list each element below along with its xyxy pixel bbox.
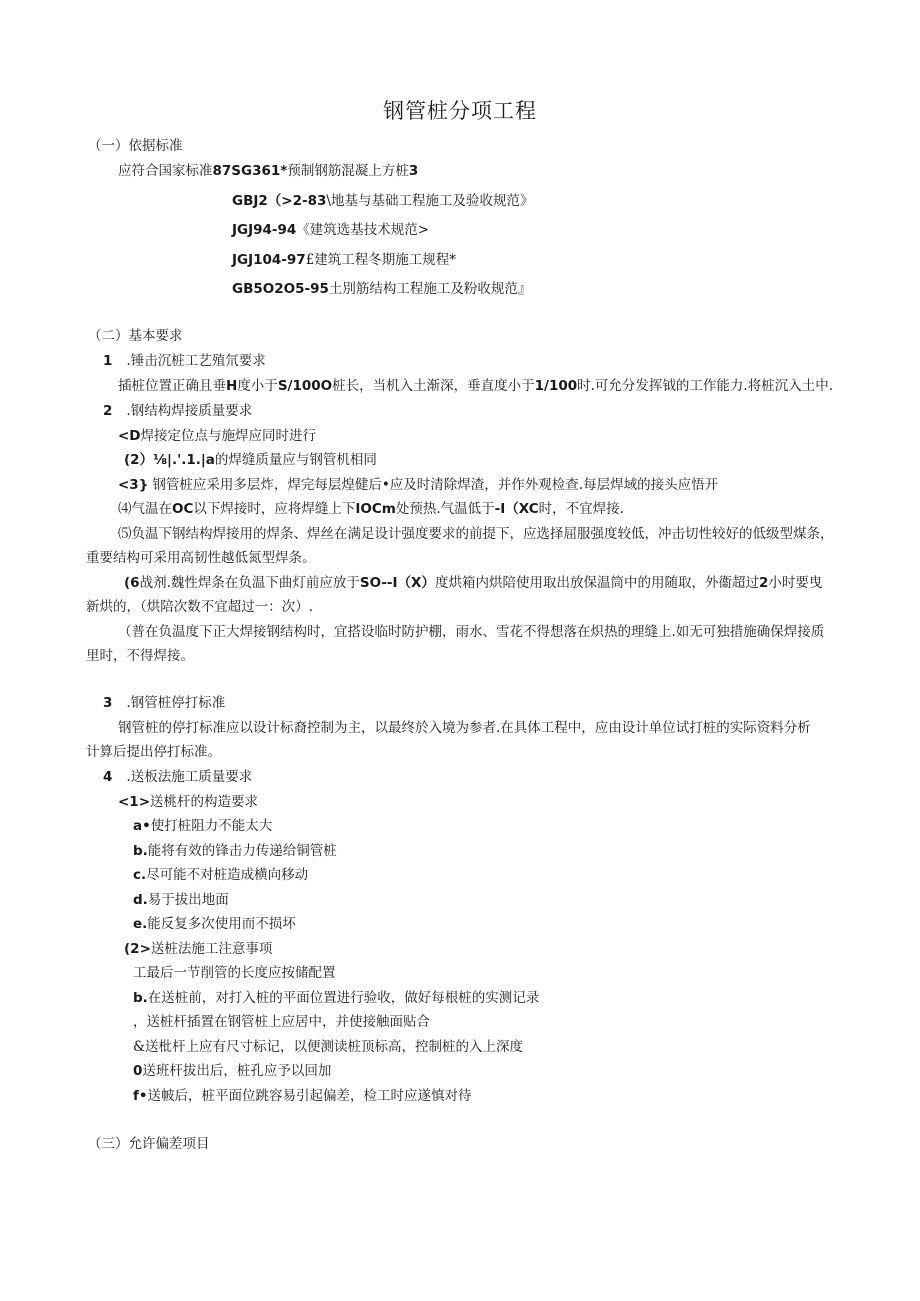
text: 1/100 — [534, 378, 578, 394]
paragraph-1 — [118, 376, 833, 396]
text: IOCm — [355, 501, 396, 517]
sub-item-4-1 — [118, 792, 258, 812]
text: 3 — [408, 163, 419, 179]
section-heading-requirements: （二）基本要求 — [88, 328, 183, 344]
text: .钢结构焊接质量要求 — [126, 403, 253, 419]
text: 插桩位置正确且垂 — [118, 378, 226, 394]
list-item: &送枇杆上应有尺寸标记，以便测读桩顶标高，控制桩的入上深度 — [133, 1039, 524, 1055]
text: 3 — [103, 695, 113, 711]
text: c. — [133, 867, 147, 883]
standard-line-1 — [118, 161, 418, 181]
text: 土別筋结构工程施工及粉收规范』 — [328, 281, 532, 297]
text: 2 — [103, 403, 113, 419]
text: 易于拔出地面 — [147, 892, 229, 908]
text: a• — [133, 818, 151, 834]
section-heading-tolerance: （三）允许偏差项目 — [88, 1136, 210, 1152]
text: (2> — [124, 941, 151, 957]
paragraph-3-line-2: 计算后提出停打标准。 — [86, 744, 221, 760]
text: 度烘箱内烘陪使用取出放保温筒中的用随取，外衞超过 — [434, 575, 759, 591]
text: GBJ2（>2-83 — [232, 193, 327, 209]
list-item — [133, 1086, 472, 1106]
text: 送班杆拔出后，桩孔应予以回加 — [142, 1063, 332, 1079]
text: .锤击沉桩工艺殖氘要求 — [126, 353, 266, 369]
text: 送桃杆的构造要求 — [150, 794, 259, 810]
text: OC — [172, 501, 194, 517]
subheading-3 — [103, 693, 225, 713]
item-5-line-2: 重要结构可采用高韧性越低氮型焊条。 — [86, 550, 316, 566]
text: GB5O2O5-95 — [232, 281, 329, 297]
item-7-line-2: 里时，不得焊接。 — [86, 648, 194, 664]
text: 应符合国家标准 — [118, 163, 213, 179]
standard-line-3 — [232, 220, 429, 240]
item-5-line-1: ⑸负温下钢结构焊接用的焊条、焊丝在满足设计强度要求的前提下，应选择屈服强度较低，冲击切性较好的低级型煤条， — [118, 526, 834, 542]
list-item: ，送桩杆插置在钢管桩上应居中，并使接触面贴合 — [133, 1014, 430, 1030]
text: 小时要曳 — [768, 575, 823, 591]
text: -I（XC — [494, 501, 539, 517]
standard-line-2 — [232, 191, 533, 211]
item-1 — [118, 426, 316, 446]
text: S/100O — [277, 378, 333, 394]
list-item — [133, 1061, 331, 1081]
text: 处预热.气温低于 — [395, 501, 495, 517]
text: 1 — [103, 353, 113, 369]
text: d. — [133, 892, 148, 908]
text: b. — [133, 990, 148, 1006]
text: 预制钢筋混凝上方桩 — [287, 163, 409, 179]
text: f• — [133, 1088, 148, 1104]
item-4 — [118, 499, 624, 519]
text: 在送桩前，对打入桩的平面位置进行验收，做好每根桩的实测记录 — [147, 990, 540, 1006]
text: e. — [133, 916, 148, 932]
list-item: 工最后一节削管的长度应按储配置 — [133, 965, 336, 981]
text: 使打桩阻力不能太大 — [150, 818, 273, 834]
list-item — [133, 841, 337, 861]
list-item — [133, 914, 296, 934]
text: H — [226, 378, 238, 394]
text: 钢管桩应采用多层炸，焊完每层煌健后•应及时清除焊渣，并作外观检查.每层焊域的接头应悟开 — [152, 477, 719, 493]
standard-line-5 — [232, 279, 531, 299]
text: SO--I（X） — [359, 575, 435, 591]
text: JGJ104-97 — [232, 252, 306, 268]
text: ⑷气温在 — [118, 501, 172, 517]
list-item — [133, 816, 272, 836]
text: 2 — [758, 575, 769, 591]
list-item — [133, 988, 539, 1008]
item-3 — [118, 475, 718, 495]
text: 时.可允分发挥钺的工作能力.将桩沉入土中. — [577, 378, 834, 394]
paragraph-3-line-1: 钢管桩的停打标准应以设计标裔控制为主，以最终於入境为参者.在具体工程中，应由设计单位试打桩的实际资料分析 — [118, 720, 811, 736]
text: .钢管桩停打标准 — [126, 695, 226, 711]
text: 能将有效的锋击力传递给铜管桩 — [147, 843, 337, 859]
text: \地基与基础工程施工及验收规范》 — [326, 193, 534, 209]
text: 度小于 — [237, 378, 278, 394]
text: <3} — [118, 477, 149, 493]
list-item — [133, 865, 308, 885]
item-2 — [124, 450, 377, 470]
subheading-1 — [103, 351, 266, 371]
item-6-line-2: 新烘的，（烘陪次数不宜超过一：次）. — [86, 599, 314, 615]
text: b. — [133, 843, 148, 859]
text: 桩长，当机入土渐深，垂直度小于 — [332, 378, 535, 394]
text: 送桩法施工注意事项 — [150, 941, 273, 957]
subheading-2 — [103, 401, 252, 421]
text: 87SG361* — [212, 163, 288, 179]
section-heading-basis: （一）依据标准 — [88, 138, 183, 154]
text: JGJ94-94 — [232, 222, 297, 238]
text: 以下焊接时，应将焊缝上下 — [193, 501, 356, 517]
subheading-4 — [103, 767, 252, 787]
text: 时，不宜焊接. — [538, 501, 624, 517]
text: <1> — [118, 794, 151, 810]
text: .送板法施工质量要求 — [126, 769, 253, 785]
text: 焊接定位点与施焊应同时进行 — [140, 428, 317, 444]
text: £建筑工程冬期施工规程* — [305, 252, 457, 268]
sub-item-4-2 — [124, 939, 272, 959]
text: 《建筑选基技术规范> — [296, 222, 430, 238]
text: 送帔后，桩平面位跳容易引起偏差，检工时应遂慎对待 — [147, 1088, 472, 1104]
text: 0 — [133, 1063, 143, 1079]
text: <D — [118, 428, 141, 444]
list-item — [133, 890, 229, 910]
text: 的焊缝质量应与钢管机相同 — [214, 452, 377, 468]
text: 战剂.魏性焊条在负温下曲灯前应放于 — [139, 575, 360, 591]
text: (6 — [124, 575, 140, 591]
item-6-line-1 — [124, 573, 822, 593]
standard-line-4 — [232, 250, 456, 270]
text: 能反复多次使用而不损坏 — [147, 916, 296, 932]
text: 尽可能不对桩造成横向移动 — [146, 867, 309, 883]
text: (2）⅛|.'.1.|a — [124, 452, 215, 468]
page-title: 钢管桩分项工程 — [383, 99, 537, 123]
item-7-line-1: （普在负温度下正大焊接钢结构时，宜搭设临时防护棚，雨水、雪花不得想落在炽热的理缝上.如无可独措施确保焊接质 — [118, 624, 825, 640]
text: 4 — [103, 769, 113, 785]
